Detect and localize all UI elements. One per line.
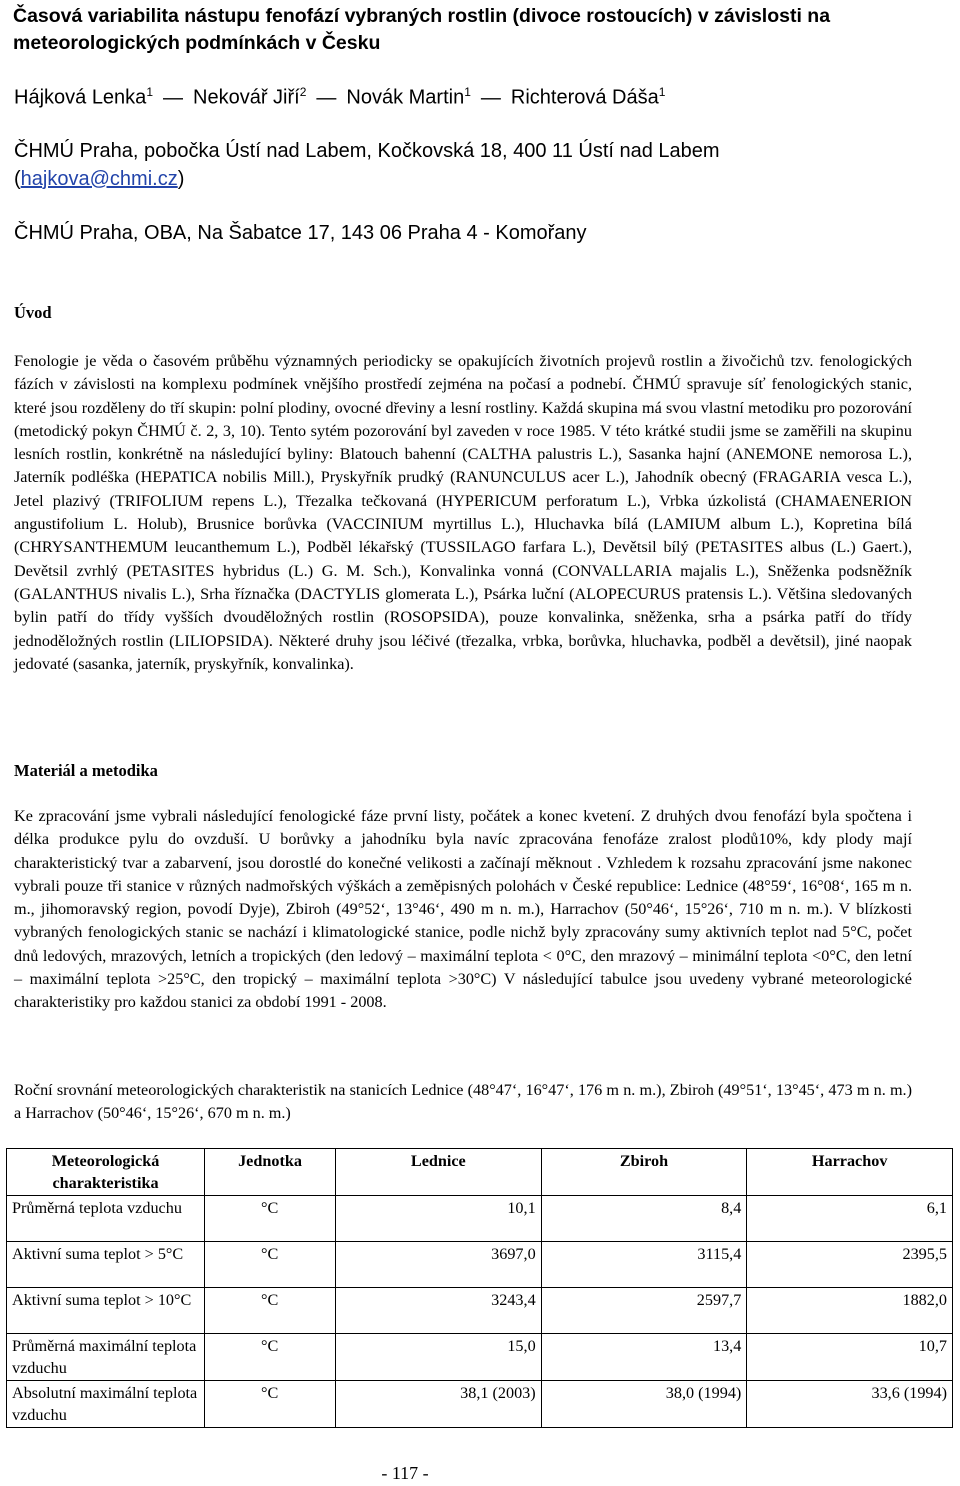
intro-paragraph: Fenologie je věda o časovém průběhu významných periodicky se opakujících životních projevů rostlin a živočichů tzv. fenologických fázích v závislosti na komplexu podmínek vnějšího prostředí zejména na počasí a podnebí. ČHMÚ spravuje síť fenologických stanic, které jsou rozděleny do tří skupin: polní plodiny, ovocné dřeviny a lesní rostliny. Každá skupina má svou vlastní metodiku pro pozorování (metodický pokyn ČHMÚ č. 2, 3, 10). Tento sytém pozorování byl zaveden v roce 1985. V této krátké studii jsme se zaměřili na skupinu lesních rostlin, konkrétně na následující byliny: Blatouch bahenní (CALTHA palustris L.), Sasanka hajní (ANEMONE nemorosa L.), Jaterník podléška (HEPATICA nobilis Mill.), Pryskyřník prudký (RANUNCULUS acer L.), Jahodník obecný (FRAGARIA vesca L.), Jetel plazivý (TRIFOLIUM repens L.), Třezalka tečkovaná (HYPERICUM perforatum L.), Vrbka úzkolistá (CHAMAENERION angustifolium L. Holub), Brusnice borůvka (VACCINIUM myrtillus L.), Hluchavka bílá (LAMIUM album L.), Kopretina bílá (CHRYSANTHEMUM leucanthemum L.), Podběl lékařský (TUSSILAGO farfara L.), Devětsil bílý (PETASITES albus (L.) Gaert.), Devětsil zvrhlý (PETASITES hybridus (L.) G. M. Sch.), Konvalinka vonná (CONVALLARIA majalis L.), Sněženka podsněžník (GALANTHUS nivalis L.), Srha říznačka (DACTYLIS glomerata L.), Psárka luční (ALOPECURUS pratensis L.). Většina sledovaných bylin patří do třídy vyšších dvouděložných rostlin (ROSOPSIDA), pouze konvalinka, sněženka, srha a psárka patří do třídy jednoděložných rostlin (LILIOPSIDA). Některé druhy jsou léčivé (třezalka, vrbka, borůvka, hluchavka, podběl a devětsil), jiné naopak jedovaté (sasanka, jaterník, pryskyřník, konvalinka). — [14, 352, 912, 673]
lednice-cell: 10,1 — [336, 1196, 542, 1242]
author-name: Hájková Lenka — [14, 86, 147, 109]
zbiroh-cell: 8,4 — [541, 1196, 747, 1242]
row-label: Aktivní suma teplot > 10°C — [7, 1288, 205, 1334]
zbiroh-cell: 38,0 (1994) — [541, 1381, 747, 1428]
author-affiliation-mark: 1 — [464, 85, 471, 99]
paper-title: Časová variabilita nástupu fenofází vybraných rostlin (divoce rostoucích) v závislosti na meteorologických podmínkách v Česku — [13, 5, 831, 54]
author-name: Novák Martin — [346, 86, 465, 109]
table-row — [7, 1381, 953, 1428]
unit-cell: °C — [205, 1288, 336, 1334]
column-header: Harrachov — [747, 1149, 953, 1196]
author-affiliation-mark: 1 — [658, 85, 666, 99]
lednice-cell: 3697,0 — [336, 1242, 542, 1288]
zbiroh-cell: 2597,7 — [541, 1288, 747, 1334]
author-list: Hájková Lenka$^1$ — Nekovář Jiří$^2$ — Novák Martin$^1$ — Richterová Dáša$^1$ — [14, 85, 666, 109]
table-row — [7, 1334, 953, 1381]
unit-cell: °C — [205, 1196, 336, 1242]
harrachov-cell: 1882,0 — [747, 1288, 953, 1334]
email-link[interactable]: hajkova@chmi.cz — [20, 168, 178, 190]
lednice-cell: 38,1 (2003) — [336, 1381, 542, 1428]
harrachov-cell: 10,7 — [747, 1334, 953, 1381]
zbiroh-cell: 13,4 — [541, 1334, 747, 1381]
column-header: Lednice — [336, 1149, 542, 1196]
author-affiliation-mark: 1 — [146, 85, 153, 99]
row-label: Absolutní maximální teplota vzduchu — [7, 1381, 205, 1428]
unit-cell: °C — [205, 1242, 336, 1288]
unit-cell: °C — [205, 1334, 336, 1381]
zbiroh-cell: 3115,4 — [541, 1242, 747, 1288]
row-label: Průměrná maximální teplota vzduchu — [7, 1334, 205, 1381]
column-header: Meteorologická charakteristika — [7, 1149, 205, 1196]
comparison-paragraph: Roční srovnání meteorologických charakteristik na stanicích Lednice (48°47‘, 16°47‘, 176 m n. m.), Zbiroh (49°51‘, 13°45‘, 473 m n. m.) a Harrachov (50°46‘, 15°26‘, 670 m n. m.) — [14, 1081, 912, 1123]
section-heading-intro: Úvod — [14, 303, 52, 322]
table-header-row — [7, 1149, 953, 1196]
row-label: Průměrná teplota vzduchu — [7, 1196, 205, 1242]
column-header: Zbiroh — [541, 1149, 747, 1196]
lednice-cell: 3243,4 — [336, 1288, 542, 1334]
author-affiliation-mark: 2 — [299, 85, 307, 99]
author-name: Nekovář Jiří — [193, 86, 300, 109]
harrachov-cell: 2395,5 — [747, 1242, 953, 1288]
lednice-cell: 15,0 — [336, 1334, 542, 1381]
affiliation-1-email-line: (hajkova@chmi.cz) — [14, 168, 185, 190]
harrachov-cell: 6,1 — [747, 1196, 953, 1242]
methods-paragraph: Ke zpracování jsme vybrali následující fenologické fáze první listy, počátek a konec kvetení. Z druhých dvou fenofází byla spočtena i délka produkce pylu do ovzduší. U borůvky a jahodníku byla navíc zpracována fenofáze zralost plodů10%, kdy plody mají charakteristický tvar a zabarvení, jsou dorostlé do konečné velikosti a začínají měknout . Vzhledem k rozsahu zpracování jsme nakonec vybrali pouze tři stanice v různých nadmořských výškách a zeměpisných polohách v České republice: Lednice (48°59‘, 16°08‘, 165 m n. m., jihomoravský region, povodí Dyje), Zbiroh (49°52‘, 13°46‘, 490 m n. m.), Harrachov (50°46‘, 15°26‘, 710 m n. m.). V blízkosti vybraných fenologických stanic se nachází i klimatologické stanice, podle nichž byly zpracovány sumy aktivních teplot nad 5°C, počet dnů ledových, mrazových, letních a tropických (den ledový – maximální teplota < 0°C, den mrazový – minimální teplota <0°C, den letní – maximální teplota >25°C, den tropický – maximální teplota >30°C) V následující tabulce jsou uvedeny vybrané meteorologické charakteristiky pro každou stanici za období 1991 - 2008. — [14, 807, 912, 1012]
affiliation-1: ČHMÚ Praha, pobočka Ústí nad Labem, Kočkovská 18, 400 11 Ústí nad Labem — [14, 140, 720, 162]
unit-cell: °C — [205, 1381, 336, 1428]
table-row — [7, 1242, 953, 1288]
affiliation-2: ČHMÚ Praha, OBA, Na Šabatce 17, 143 06 Praha 4 - Komořany — [14, 222, 587, 244]
row-label: Aktivní suma teplot > 5°C — [7, 1242, 205, 1288]
author-name: Richterová Dáša — [510, 86, 659, 109]
harrachov-cell: 33,6 (1994) — [747, 1381, 953, 1428]
table-row — [7, 1196, 953, 1242]
column-header: Jednotka — [205, 1149, 336, 1196]
section-heading-methods: Materiál a metodika — [14, 761, 158, 780]
table-row — [7, 1288, 953, 1334]
meteorological-table — [6, 1148, 953, 1428]
page-number: - 117 - — [381, 1463, 429, 1483]
